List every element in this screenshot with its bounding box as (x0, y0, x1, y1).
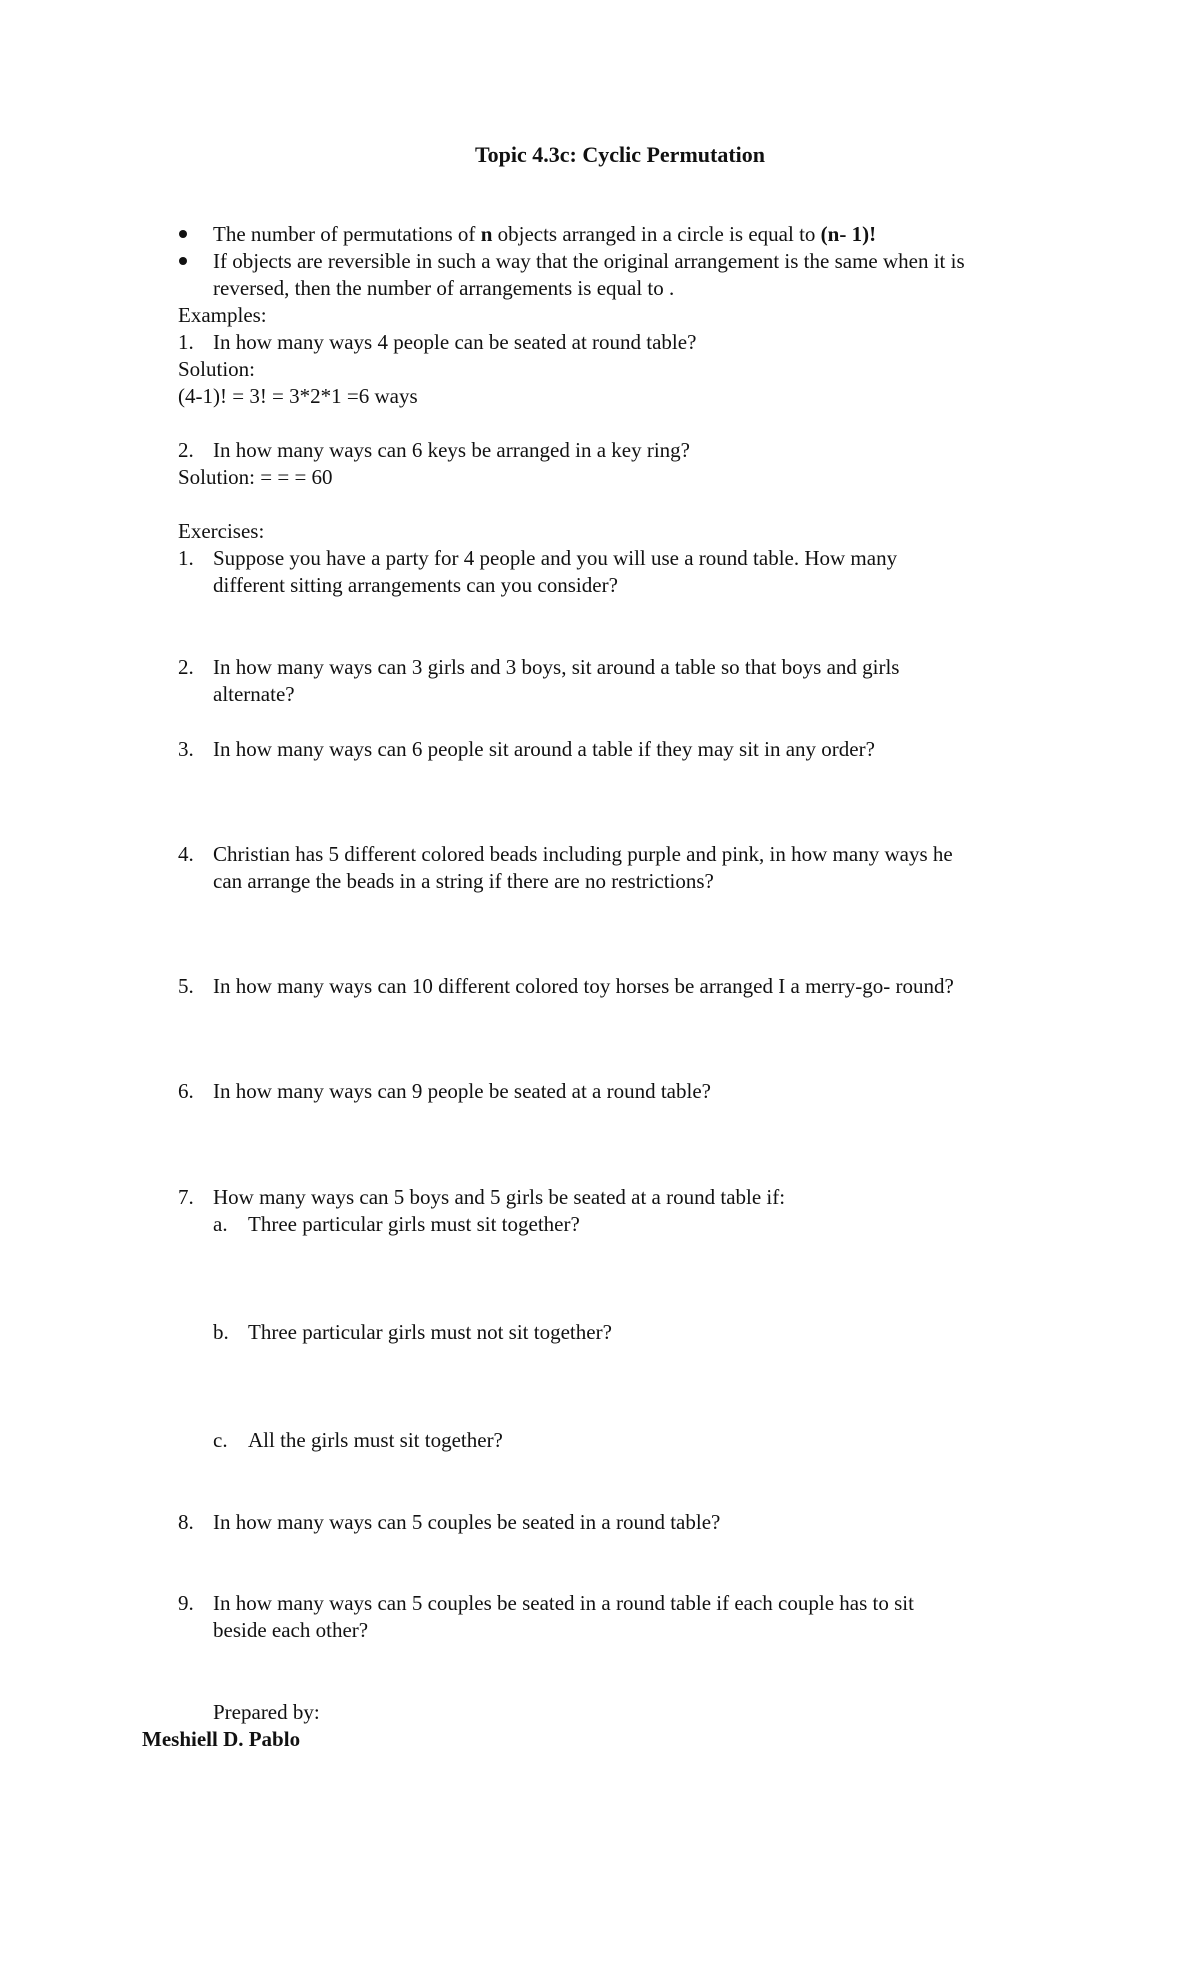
example-question: In how many ways 4 people can be seated at round table? (213, 330, 697, 354)
exercise-question-cont: beside each other? (213, 1618, 369, 1642)
exercise-number: 1. (178, 546, 194, 570)
example-number: 1. (178, 330, 194, 354)
exercise-number: 8. (178, 1510, 194, 1534)
page-title: Topic 4.3c: Cyclic Permutation (474, 142, 766, 167)
solution-text: (4-1)! = 3! = 3*2*1 =6 ways (178, 384, 418, 408)
exercise-question: In how many ways can 3 girls and 3 boys, sit around a table so that boys and girls (213, 655, 900, 679)
examples-heading: Examples: (178, 303, 267, 327)
bullet-rule-circle: The number of permutations of n objects arranged in a circle is equal to (n- 1)! (213, 222, 877, 246)
exercise-question-cont: different sitting arrangements can you consider? (213, 573, 618, 597)
exercise-question: In how many ways can 10 different colored toy horses be arranged I a merry-go- round? (213, 974, 954, 998)
bullet-dot (179, 257, 187, 265)
exercise-number: 2. (178, 655, 194, 679)
exercise-question: Suppose you have a party for 4 people and you will use a round table. How many (213, 546, 898, 570)
bullet-dot (179, 230, 187, 238)
exercise-number: 4. (178, 842, 194, 866)
author-name: Meshiell D. Pablo (142, 1727, 301, 1751)
exercise-question: In how many ways can 5 couples be seated in a round table if each couple has to sit (213, 1591, 914, 1615)
sub-item-letter: b. (213, 1320, 229, 1344)
bullet-rule-reversible-line2: reversed, then the number of arrangements is equal to . (213, 276, 675, 300)
sub-item-question: Three particular girls must not sit together? (248, 1320, 612, 1344)
exercise-question: How many ways can 5 boys and 5 girls be seated at a round table if: (213, 1185, 786, 1209)
sub-item-question: All the girls must sit together? (248, 1428, 503, 1452)
exercise-question-cont: can arrange the beads in a string if there are no restrictions? (213, 869, 714, 893)
sub-item-question: Three particular girls must sit together? (248, 1212, 580, 1236)
exercise-number: 6. (178, 1079, 194, 1103)
solution-label: Solution: (178, 357, 256, 381)
exercise-number: 5. (178, 974, 194, 998)
sub-item-letter: c. (213, 1428, 228, 1452)
prepared-by-label: Prepared by: (213, 1700, 320, 1724)
example-question: In how many ways can 6 keys be arranged in a key ring? (213, 438, 691, 462)
example-number: 2. (178, 438, 194, 462)
exercise-question: In how many ways can 5 couples be seated in a round table? (213, 1510, 721, 1534)
exercise-question-cont: alternate? (213, 682, 295, 706)
sub-item-letter: a. (213, 1212, 228, 1236)
exercise-number: 3. (178, 737, 194, 761)
exercise-question: Christian has 5 different colored beads including purple and pink, in how many ways he (213, 842, 953, 866)
exercise-number: 7. (178, 1185, 194, 1209)
exercise-question: In how many ways can 9 people be seated at a round table? (213, 1079, 711, 1103)
exercise-question: In how many ways can 6 people sit around a table if they may sit in any order? (213, 737, 875, 761)
bullet-rule-reversible-line1: If objects are reversible in such a way that the original arrangement is the same when it is (213, 249, 965, 273)
exercises-heading: Exercises: (178, 519, 265, 543)
exercise-number: 9. (178, 1591, 194, 1615)
solution-text: Solution: = = = 60 (178, 465, 333, 489)
